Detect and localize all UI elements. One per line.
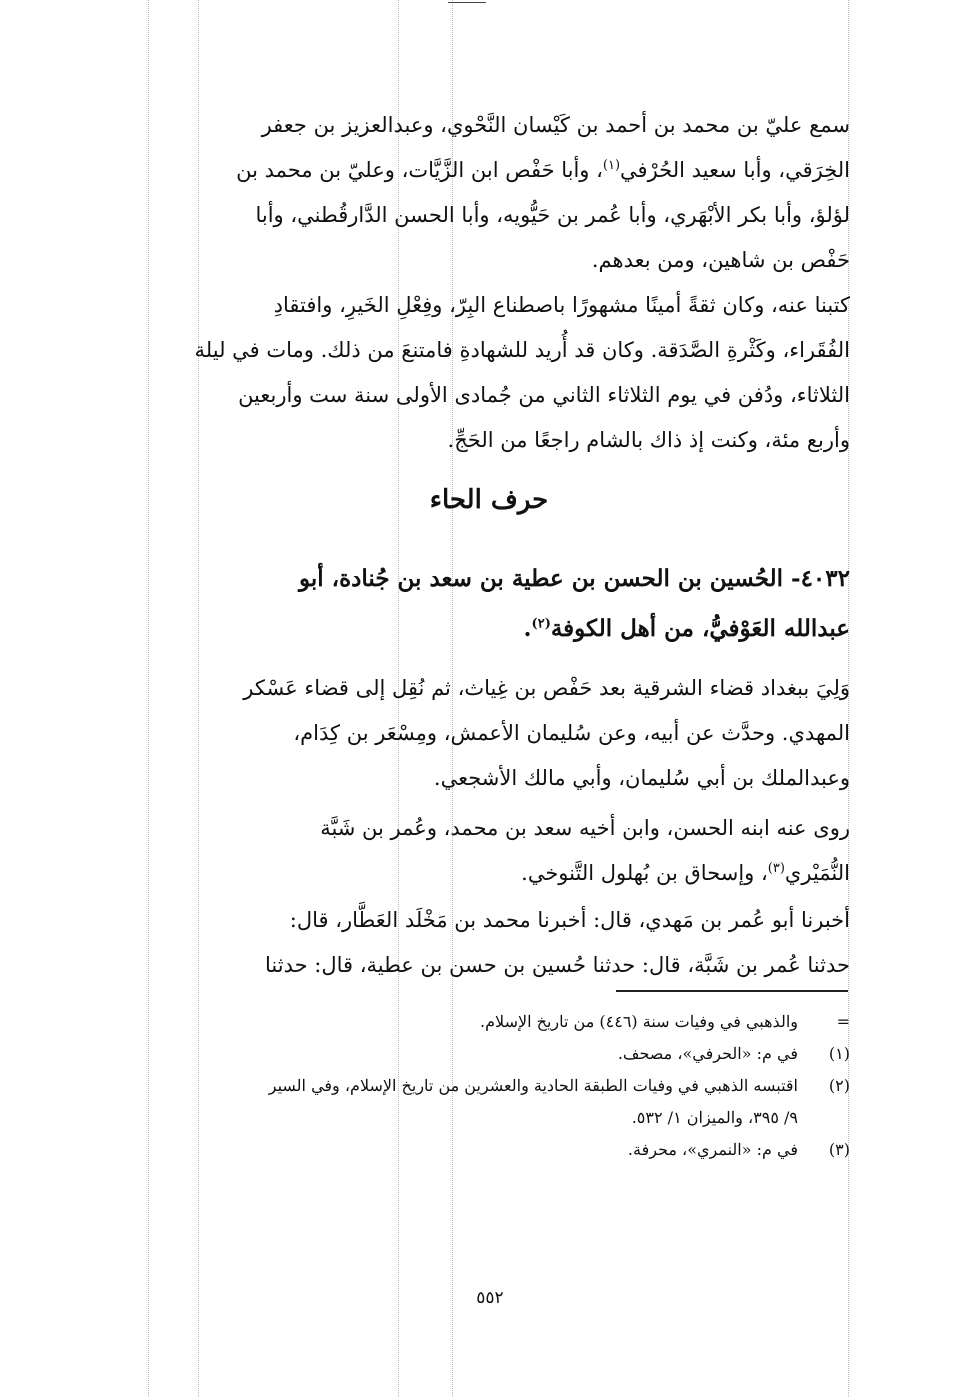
text-line: وأربع مئة، وكنت إذ ذاك بالشام راجعًا من الحَجِّ. bbox=[447, 428, 850, 452]
footnote-text: في م: «النمري»، محرفة. bbox=[627, 1140, 798, 1159]
text-line: كتبنا عنه، وكان ثقةً أمينًا مشهورًا باصطناع البِرّ، وفِعْلِ الخَيرِ، وافتقادِ bbox=[273, 293, 850, 317]
text-line: الفُقَراء، وكَثْرةِ الصَّدَقة. وكان قد أُريد للشهادةِ فامتنعَ من ذلك. ومات في ليلة bbox=[194, 338, 850, 362]
footnote-carryover bbox=[128, 1006, 850, 1038]
section-heading: حرف الحاء bbox=[429, 485, 549, 515]
footnotes bbox=[128, 1006, 850, 1166]
text-line: سمع عليّ بن محمد بن أحمد بن كَيْسان النَّحْوي، وعبدالعزيز بن جعفر bbox=[261, 113, 850, 137]
text-line: وعبدالملك بن أبي سُليمان، وأبي مالك الأشجعي. bbox=[433, 766, 850, 790]
footnote-text: والذهبي في وفيات سنة (٤٤٦) من تاريخ الإسلام. bbox=[480, 1012, 798, 1031]
text-line: المهدي. وحدَّث عن أبيه، وعن سُليمان الأعمش، ومِسْعَر بن كِدَام، bbox=[293, 721, 850, 745]
footnote-separator bbox=[616, 990, 848, 992]
paragraph-isnad bbox=[128, 898, 850, 988]
footnote-number: (٣) bbox=[828, 1140, 850, 1159]
footnote-marker: (٢) bbox=[531, 616, 551, 632]
top-edge-mark bbox=[448, 0, 486, 3]
paragraph-appointment bbox=[128, 666, 850, 801]
footnote-1 bbox=[128, 1038, 850, 1070]
footnote-text: في م: «الحرفي»، مصحف. bbox=[617, 1044, 798, 1063]
text-line: لؤلؤ، وأبا بكر الأبْهَري، وأبا عُمر بن حَيُّويه، وأبا الحسن الدَّارقُطني، وأبا bbox=[255, 203, 850, 227]
text-line: وَلِيَ ببغداد قضاء الشرقية بعد حَفْص بن غِياث، ثم نُقِل إلى قضاء عَسْكر bbox=[243, 676, 850, 700]
entry-title bbox=[128, 554, 850, 654]
text-line: الثلاثاء، ودُفن في يوم الثلاثاء الثاني من جُمادى الأولى سنة ست وأربعين bbox=[238, 383, 850, 407]
paragraph-biography-close bbox=[128, 283, 850, 463]
footnote-marker: (١) bbox=[602, 158, 621, 173]
footnote-text: اقتبسه الذهبي في وفيات الطبقة الحادية والعشرين من تاريخ الإسلام، وفي السير bbox=[268, 1076, 798, 1095]
text-line: حدثنا عُمر بن شَبَّة، قال: حدثنا حُسين بن حسن بن عطية، قال: حدثنا bbox=[265, 953, 850, 977]
text-line: الخِرَقي، وأبا سعيد الحُرْفي$^{(١)}$، وأبا حَفْص ابن الزَّيَّات، وعليّ بن محمد بن bbox=[236, 158, 850, 182]
footnote-2 bbox=[128, 1070, 850, 1102]
paragraph-narrators bbox=[128, 806, 850, 896]
footnote-3 bbox=[128, 1134, 850, 1166]
paragraph-top bbox=[128, 103, 850, 283]
entry-line: عبدالله العَوْفيُّ، من أهل الكوفة$^{(٢)}$. bbox=[523, 615, 850, 642]
footnote-marker: (٣) bbox=[767, 861, 785, 876]
text-line: روى عنه ابنه الحسن، وابن أخيه سعد بن محمد، وعُمر بن شَبَّة bbox=[320, 816, 850, 840]
footnote-text-continued: ٩/ ٣٩٥، والميزان ١/ ٥٣٢. bbox=[631, 1108, 798, 1127]
page-number: ٥٥٢ bbox=[476, 1288, 504, 1308]
footnote-number: (٢) bbox=[828, 1076, 850, 1095]
footnote-number: (١) bbox=[828, 1044, 850, 1063]
text-line: النُّمَيْري$^{(٣)}$، وإسحاق بن بُهلول التَّنوخي. bbox=[521, 861, 850, 885]
entry-line: ٤٠٣٢- الحُسين بن الحسن بن عطية بن سعد بن جُنادة، أبو bbox=[298, 565, 850, 592]
text-line: حَفْص بن شاهين، ومن بعدهم. bbox=[591, 248, 850, 272]
text-line: أخبرنا أبو عُمر بن مَهدي، قال: أخبرنا محمد بن مَخْلَد العَطَّار، قال: bbox=[289, 908, 850, 932]
footnote-carry-marker: = bbox=[836, 1012, 850, 1031]
